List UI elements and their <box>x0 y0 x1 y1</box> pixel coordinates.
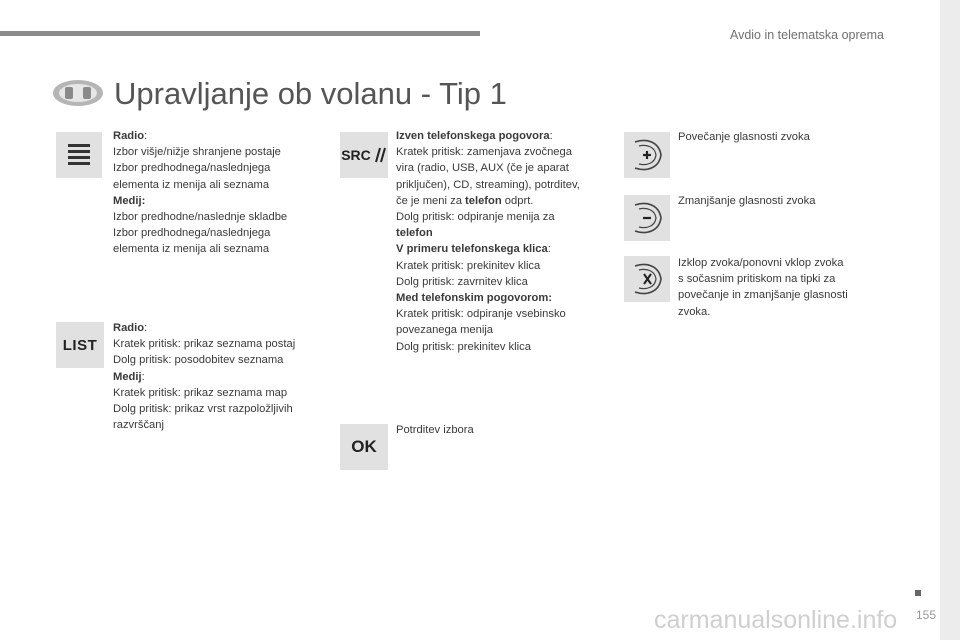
footer-marker <box>915 590 921 596</box>
scroll-wheel-description: Radio: Izbor višje/nižje shranjene postaje Izbor predhodnega/naslednjega elementa iz menija ali seznama Medij: Izbor predhodne/naslednje skladbe Izbor predhodnega/naslednjega elementa iz menija ali seznama <box>113 130 288 256</box>
page-number: 155 <box>916 608 937 622</box>
ok-button-description: Potrditev izbora <box>396 424 474 436</box>
volume-up-icon <box>624 132 670 178</box>
watermark: carmanualsonline.info <box>654 606 898 634</box>
page-title: Upravljanje ob volanu - Tip 1 <box>114 76 507 111</box>
mute-icon <box>624 256 670 302</box>
volume-up-description: Povečanje glasnosti zvoka <box>678 131 810 143</box>
src-button-description: Izven telefonskega pogovora: Kratek pritisk: zamenjava zvočnega vira (radio, USB, AUX (če je aparat priključen), CD, streaming), potrditev, če je meni za telefon odprt. Dolg pritisk: odpiranje menija za telefon V primeru telefonskega klica: Kratek pritisk: prekinitev klica Dolg pritisk: zavrnitev klica Med telefonskim pogovorom: Kratek pritisk: odpiranje vsebinsko povezanega menija Dolg pritisk: prekinitev klica <box>396 130 580 353</box>
ok-button-icon: OK <box>340 424 388 470</box>
section-title: Avdio in telematska oprema <box>729 28 884 42</box>
steering-wheel-icon <box>52 79 104 107</box>
mute-description: Izklop zvoka/ponovni vklop zvoka s sočasnim pritiskom na tipki za povečanje in zmanjšanje glasnosti zvoka. <box>678 257 848 318</box>
list-button-description: Radio: Kratek pritisk: prikaz seznama postaj Dolg pritisk: posodobitev seznama Medij: Kratek pritisk: prikaz seznama map Dolg pritisk: prikaz vrst razpoložljivih razvrščanj <box>113 322 296 432</box>
volume-down-description: Zmanjšanje glasnosti zvoka <box>678 195 816 207</box>
src-button-icon: SRC <box>340 132 388 178</box>
scroll-wheel-icon <box>56 132 102 178</box>
header-rule <box>0 31 480 36</box>
list-button-icon: LIST <box>56 322 104 368</box>
side-strip <box>940 0 960 640</box>
volume-down-icon <box>624 195 670 241</box>
